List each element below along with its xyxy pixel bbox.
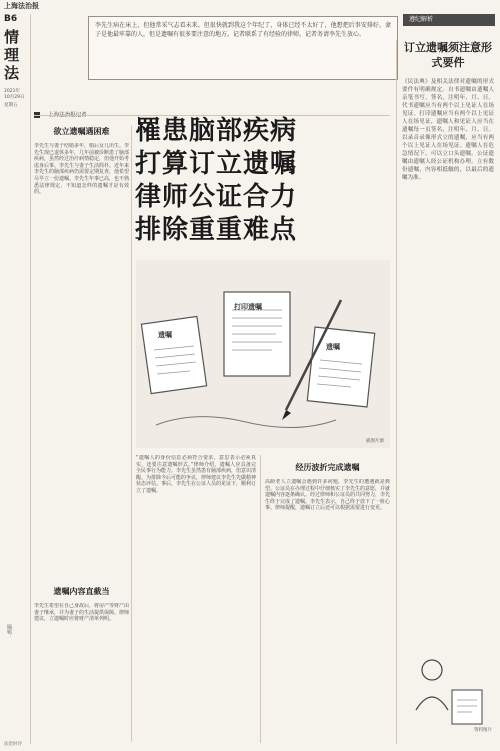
sidebar — [402, 40, 494, 744]
column-divider-2 — [260, 455, 261, 743]
intro-quote-box — [88, 16, 398, 80]
sidebar-caption: 资料图片 — [474, 728, 492, 733]
headline-line-4: 排除重重难点 — [135, 215, 298, 245]
paper-name: 上海法治报 — [4, 2, 39, 10]
ribbon-label: 遵纪解析 — [409, 16, 434, 23]
illustration — [136, 260, 390, 448]
illustration-caption: 插图片源 — [366, 439, 384, 444]
sidebar-figure — [402, 640, 494, 735]
col3-title: 经历波折完成遗嘱 — [295, 463, 360, 472]
signature-stroke — [156, 417, 336, 428]
section-title: 情理法 — [4, 28, 20, 82]
page-number: B6 — [4, 14, 18, 24]
col1-body: 李先生与妻子结婚多年，婚后女儿出生。李先生现已退休多年，几年前被诊断患了脑部疾病，虽然经过治疗病情稳定，但他开始考虑身后事。李先生与妻子生活简朴。近年来李先生的脑部疾病仍需要定期复查，他希望尽早立一份遗嘱。李先生年事已高，也不熟悉法律规定，不知道怎样的遗嘱才是有效的。 — [34, 143, 129, 196]
headline-line-2: 打算订立遗嘱 — [135, 149, 298, 179]
sidebar-title: 订立遗嘱须注意形式要件 — [404, 41, 492, 69]
col1-body-2: 李先生希望在自己身故后，将房产等财产由妻子继承，并为妻子的生活提供保障。律师建议，立遗嘱时应将财产清单列明。 — [34, 603, 129, 623]
ribbon — [403, 14, 495, 26]
column-divider-1 — [131, 126, 132, 742]
pen-tip-icon — [282, 410, 291, 420]
label-print-will: 打印遗嘱 — [234, 303, 262, 311]
will-sheet-left — [141, 316, 206, 393]
column-2 — [136, 455, 256, 743]
sidebar-divider — [396, 40, 397, 744]
intro-quote: 李先生病在床上，但他常采气志看未来。但很快就到我这个年纪了，身体已经不太好了，他想把后事安排好。妻子是他最牢靠的人，但是遗嘱有很多要注意的地方。记者联系了有经验的律师。记者务请李先生放心。 — [95, 22, 391, 38]
person-signing-icon — [402, 640, 494, 735]
label-will-right: 遗嘱 — [326, 343, 340, 351]
will-sheet-right — [307, 327, 374, 407]
column-1 — [34, 126, 129, 573]
weekday: 星期五 — [4, 103, 18, 108]
headline-block — [135, 115, 390, 255]
left-rail — [4, 14, 26, 744]
col3-body: 高龄老人立遗嘱会遇到许多问题，李先生的遭遇就是典型。公证员在办理过程中仔细核实了李先生的意愿，并就遗嘱内容逐条确认。经过律师和公证员的共同努力，李先生终于完成了遗嘱。李先生表示，自己终于放下了一桩心事。律师提醒，遗嘱订立后还可以根据需要进行变更。 — [265, 479, 390, 512]
date: 2021年 10月29日 — [4, 89, 25, 100]
will-documents-illustration — [136, 260, 390, 448]
col1-title-2: 遗嘱内容直截当 — [53, 587, 110, 596]
left-rail-divider — [30, 14, 31, 744]
col2-body: “遗嘱人的身份信息必须符合要求，意思表示必须真实，还要注意遗嘱形式。”律师介绍，遗嘱人应具备完全民事行为能力。李先生虽然患有脑部疾病，但意识清醒。为排除今后可能的争议，律师建议李先生先做精神状态评估。事后，李先生在公证人员的见证下，顺利订立了遗嘱。 — [136, 455, 256, 494]
footer-left: 法治时评 — [4, 742, 22, 747]
byline-bar — [34, 104, 389, 114]
sidebar-body: 《民法典》及相关法律对遗嘱的形式要件有明确规定。自书遗嘱由遗嘱人亲笔书写，签名，注明年、月、日。代书遗嘱应当有两个以上见证人在场见证。打印遗嘱应当有两个以上见证人在场见证，遗嘱人和见证人应当在遗嘱每一页签名，注明年、月、日。以录音录像形式立的遗嘱，应当有两个以上见证人在场见证。遗嘱人在危急情况下，可以立口头遗嘱。公证遗嘱由遗嘱人经公证机构办理。立有数份遗嘱，内容相抵触的，以最后的遗嘱为准。 — [402, 79, 494, 181]
headline-line-3: 律师公证合力 — [135, 182, 298, 212]
headline-line-1: 罹患脑部疾病 — [135, 116, 298, 146]
column-1-part-2 — [34, 586, 129, 743]
column-3 — [265, 462, 390, 744]
label-will-left: 遗嘱 — [158, 331, 172, 339]
col1-title: 欲立遗嘱遇困难 — [53, 127, 110, 136]
editor-credit: 编辑： — [6, 624, 12, 639]
